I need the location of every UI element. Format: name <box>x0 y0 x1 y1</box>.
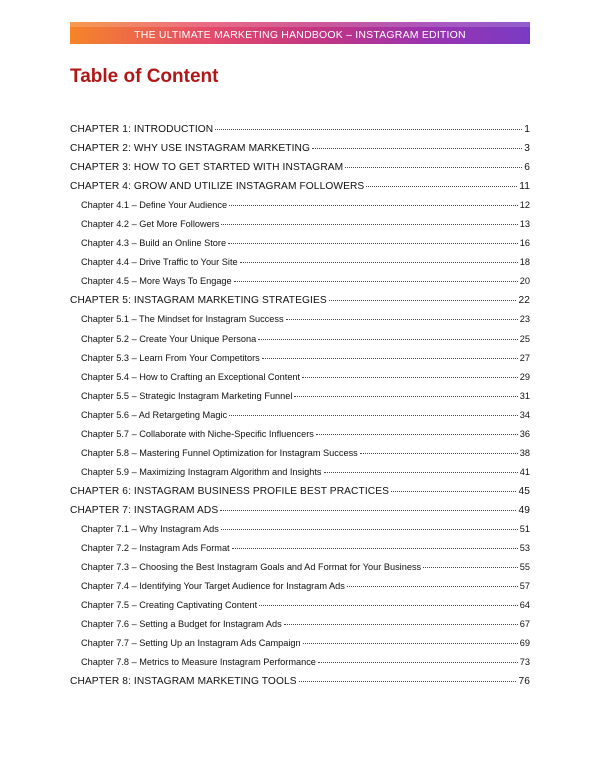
dot-leader <box>324 472 518 473</box>
toc-subchapter-entry[interactable] <box>70 276 530 295</box>
toc-page-number: 23 <box>519 314 530 325</box>
toc-subchapter-entry[interactable] <box>70 448 530 467</box>
dot-leader <box>294 396 517 397</box>
toc-subchapter-entry[interactable] <box>70 372 530 391</box>
toc-page-number: 76 <box>518 676 530 688</box>
toc-entry-title: CHAPTER 4: GROW AND UTILIZE INSTAGRAM FOLLOWERS <box>70 181 365 193</box>
dot-leader <box>229 415 518 416</box>
toc-subchapter-entry[interactable] <box>70 467 530 486</box>
toc-subchapter-entry[interactable] <box>70 638 530 657</box>
toc-subchapter-entry[interactable] <box>70 391 530 410</box>
toc-page-number: 67 <box>519 619 530 630</box>
toc-page-number: 57 <box>519 581 530 592</box>
toc-subchapter-entry[interactable] <box>70 619 530 638</box>
toc-entry-title: CHAPTER 5: INSTAGRAM MARKETING STRATEGIES <box>70 295 327 307</box>
toc-entry-title: Chapter 4.1 – Define Your Audience <box>81 200 228 211</box>
page-title: Table of Content <box>70 66 219 87</box>
toc-chapter-entry[interactable] <box>70 181 530 200</box>
dot-leader <box>345 167 522 168</box>
toc-entry-title: CHAPTER 1: INTRODUCTION <box>70 124 214 135</box>
dot-leader <box>220 510 516 511</box>
dot-leader <box>262 358 518 359</box>
dot-leader <box>240 262 518 263</box>
toc-chapter-entry[interactable] <box>70 676 530 695</box>
toc-entry-title: Chapter 5.7 – Collaborate with Niche-Specific Influencers <box>81 428 314 439</box>
dot-leader <box>284 624 518 625</box>
toc-page-number: 3 <box>524 143 530 155</box>
toc-subchapter-entry[interactable] <box>70 581 530 600</box>
toc-entry-title: Chapter 7.8 – Metrics to Measure Instagram Performance <box>81 657 316 668</box>
toc-page-number: 16 <box>519 238 530 249</box>
toc-page-number: 18 <box>519 257 530 268</box>
toc-entry-title: Chapter 7.5 – Creating Captivating Content <box>81 600 258 611</box>
toc-page-number: 45 <box>518 485 530 497</box>
toc-chapter-entry[interactable] <box>70 162 530 181</box>
toc-entry-title: Chapter 4.3 – Build an Online Store <box>81 238 227 249</box>
toc-entry-title: CHAPTER 7: INSTAGRAM ADS <box>70 504 219 516</box>
toc-entry-title: CHAPTER 8: INSTAGRAM MARKETING TOOLS <box>70 676 297 688</box>
dot-leader <box>234 281 518 282</box>
dot-leader <box>259 605 518 606</box>
toc-subchapter-entry[interactable] <box>70 562 530 581</box>
toc-entry-title: Chapter 5.4 – How to Crafting an Exceptional Content <box>81 371 301 382</box>
toc-entry-title: Chapter 5.6 – Ad Retargeting Magic <box>81 409 228 420</box>
toc-page-number: 38 <box>519 447 530 458</box>
dot-leader <box>366 186 517 187</box>
toc-page-number: 49 <box>518 504 530 516</box>
toc-entry-title: Chapter 5.3 – Learn From Your Competitors <box>81 352 260 363</box>
dot-leader <box>303 643 518 644</box>
toc-entry-title: Chapter 7.7 – Setting Up an Instagram Ads Campaign <box>81 638 301 649</box>
toc-page-number: 27 <box>519 352 530 363</box>
toc-subchapter-entry[interactable] <box>70 334 530 353</box>
header-banner: THE ULTIMATE MARKETING HANDBOOK – INSTAGRAM EDITION <box>70 22 530 44</box>
dot-leader <box>302 377 518 378</box>
toc-entry-title: Chapter 4.5 – More Ways To Engage <box>81 276 232 287</box>
toc-chapter-entry[interactable] <box>70 295 530 314</box>
table-of-contents <box>70 124 530 695</box>
dot-leader <box>286 319 518 320</box>
toc-page-number: 20 <box>519 276 530 287</box>
toc-entry-title: CHAPTER 2: WHY USE INSTAGRAM MARKETING <box>70 143 311 155</box>
dot-leader <box>423 567 518 568</box>
toc-entry-title: Chapter 4.2 – Get More Followers <box>81 219 220 230</box>
dot-leader <box>318 662 518 663</box>
toc-page-number: 22 <box>518 295 530 307</box>
dot-leader <box>258 339 518 340</box>
dot-leader <box>299 681 517 682</box>
dot-leader <box>228 243 518 244</box>
toc-page-number: 53 <box>519 543 530 554</box>
toc-chapter-entry[interactable] <box>70 486 530 505</box>
toc-entry-title: Chapter 5.2 – Create Your Unique Persona <box>81 333 257 344</box>
toc-subchapter-entry[interactable] <box>70 238 530 257</box>
toc-page-number: 73 <box>519 657 530 668</box>
toc-page-number: 41 <box>519 466 530 477</box>
toc-page-number: 6 <box>524 162 530 174</box>
toc-entry-title: Chapter 7.1 – Why Instagram Ads <box>81 523 219 534</box>
toc-entry-title: Chapter 5.5 – Strategic Instagram Marketing Funnel <box>81 390 293 401</box>
toc-page-number: 51 <box>519 523 530 534</box>
dot-leader <box>215 129 522 130</box>
dot-leader <box>229 205 518 206</box>
dot-leader <box>232 548 518 549</box>
toc-chapter-entry[interactable] <box>70 505 530 524</box>
dot-leader <box>316 434 518 435</box>
toc-page-number: 64 <box>519 600 530 611</box>
toc-page-number: 34 <box>519 409 530 420</box>
toc-subchapter-entry[interactable] <box>70 657 530 676</box>
toc-page-number: 55 <box>519 562 530 573</box>
toc-entry-title: CHAPTER 3: HOW TO GET STARTED WITH INSTAGRAM <box>70 162 344 174</box>
toc-entry-title: Chapter 4.4 – Drive Traffic to Your Site <box>81 257 238 268</box>
toc-page-number: 69 <box>519 638 530 649</box>
dot-leader <box>221 529 518 530</box>
dot-leader <box>360 453 518 454</box>
toc-entry-title: Chapter 7.3 – Choosing the Best Instagram Goals and Ad Format for Your Business <box>81 562 422 573</box>
dot-leader <box>391 491 516 492</box>
toc-subchapter-entry[interactable] <box>70 219 530 238</box>
toc-page-number: 1 <box>524 124 530 135</box>
toc-subchapter-entry[interactable] <box>70 353 530 372</box>
toc-entry-title: Chapter 5.8 – Mastering Funnel Optimization for Instagram Success <box>81 447 358 458</box>
toc-entry-title: Chapter 5.9 – Maximizing Instagram Algorithm and Insights <box>81 466 322 477</box>
toc-chapter-entry[interactable] <box>70 143 530 162</box>
toc-subchapter-entry[interactable] <box>70 524 530 543</box>
dot-leader <box>221 224 517 225</box>
toc-page-number: 13 <box>519 219 530 230</box>
dot-leader <box>312 148 522 149</box>
toc-entry-title: Chapter 7.4 – Identifying Your Target Audience for Instagram Ads <box>81 581 345 592</box>
toc-subchapter-entry[interactable] <box>70 257 530 276</box>
toc-page-number: 29 <box>519 371 530 382</box>
toc-chapter-entry[interactable] <box>70 124 530 143</box>
toc-page-number: 12 <box>519 200 530 211</box>
toc-subchapter-entry[interactable] <box>70 429 530 448</box>
toc-subchapter-entry[interactable] <box>70 410 530 429</box>
toc-subchapter-entry[interactable] <box>70 600 530 619</box>
toc-page-number: 36 <box>519 428 530 439</box>
toc-subchapter-entry[interactable] <box>70 314 530 333</box>
toc-page-number: 25 <box>519 333 530 344</box>
toc-entry-title: Chapter 7.2 – Instagram Ads Format <box>81 543 230 554</box>
toc-entry-title: Chapter 5.1 – The Mindset for Instagram Success <box>81 314 284 325</box>
toc-page-number: 11 <box>519 181 530 193</box>
dot-leader <box>329 300 517 301</box>
toc-entry-title: CHAPTER 6: INSTAGRAM BUSINESS PROFILE BEST PRACTICES <box>70 485 390 497</box>
toc-entry-title: Chapter 7.6 – Setting a Budget for Instagram Ads <box>81 619 282 630</box>
dot-leader <box>347 586 518 587</box>
toc-page-number: 31 <box>519 390 530 401</box>
toc-subchapter-entry[interactable] <box>70 543 530 562</box>
toc-subchapter-entry[interactable] <box>70 200 530 219</box>
